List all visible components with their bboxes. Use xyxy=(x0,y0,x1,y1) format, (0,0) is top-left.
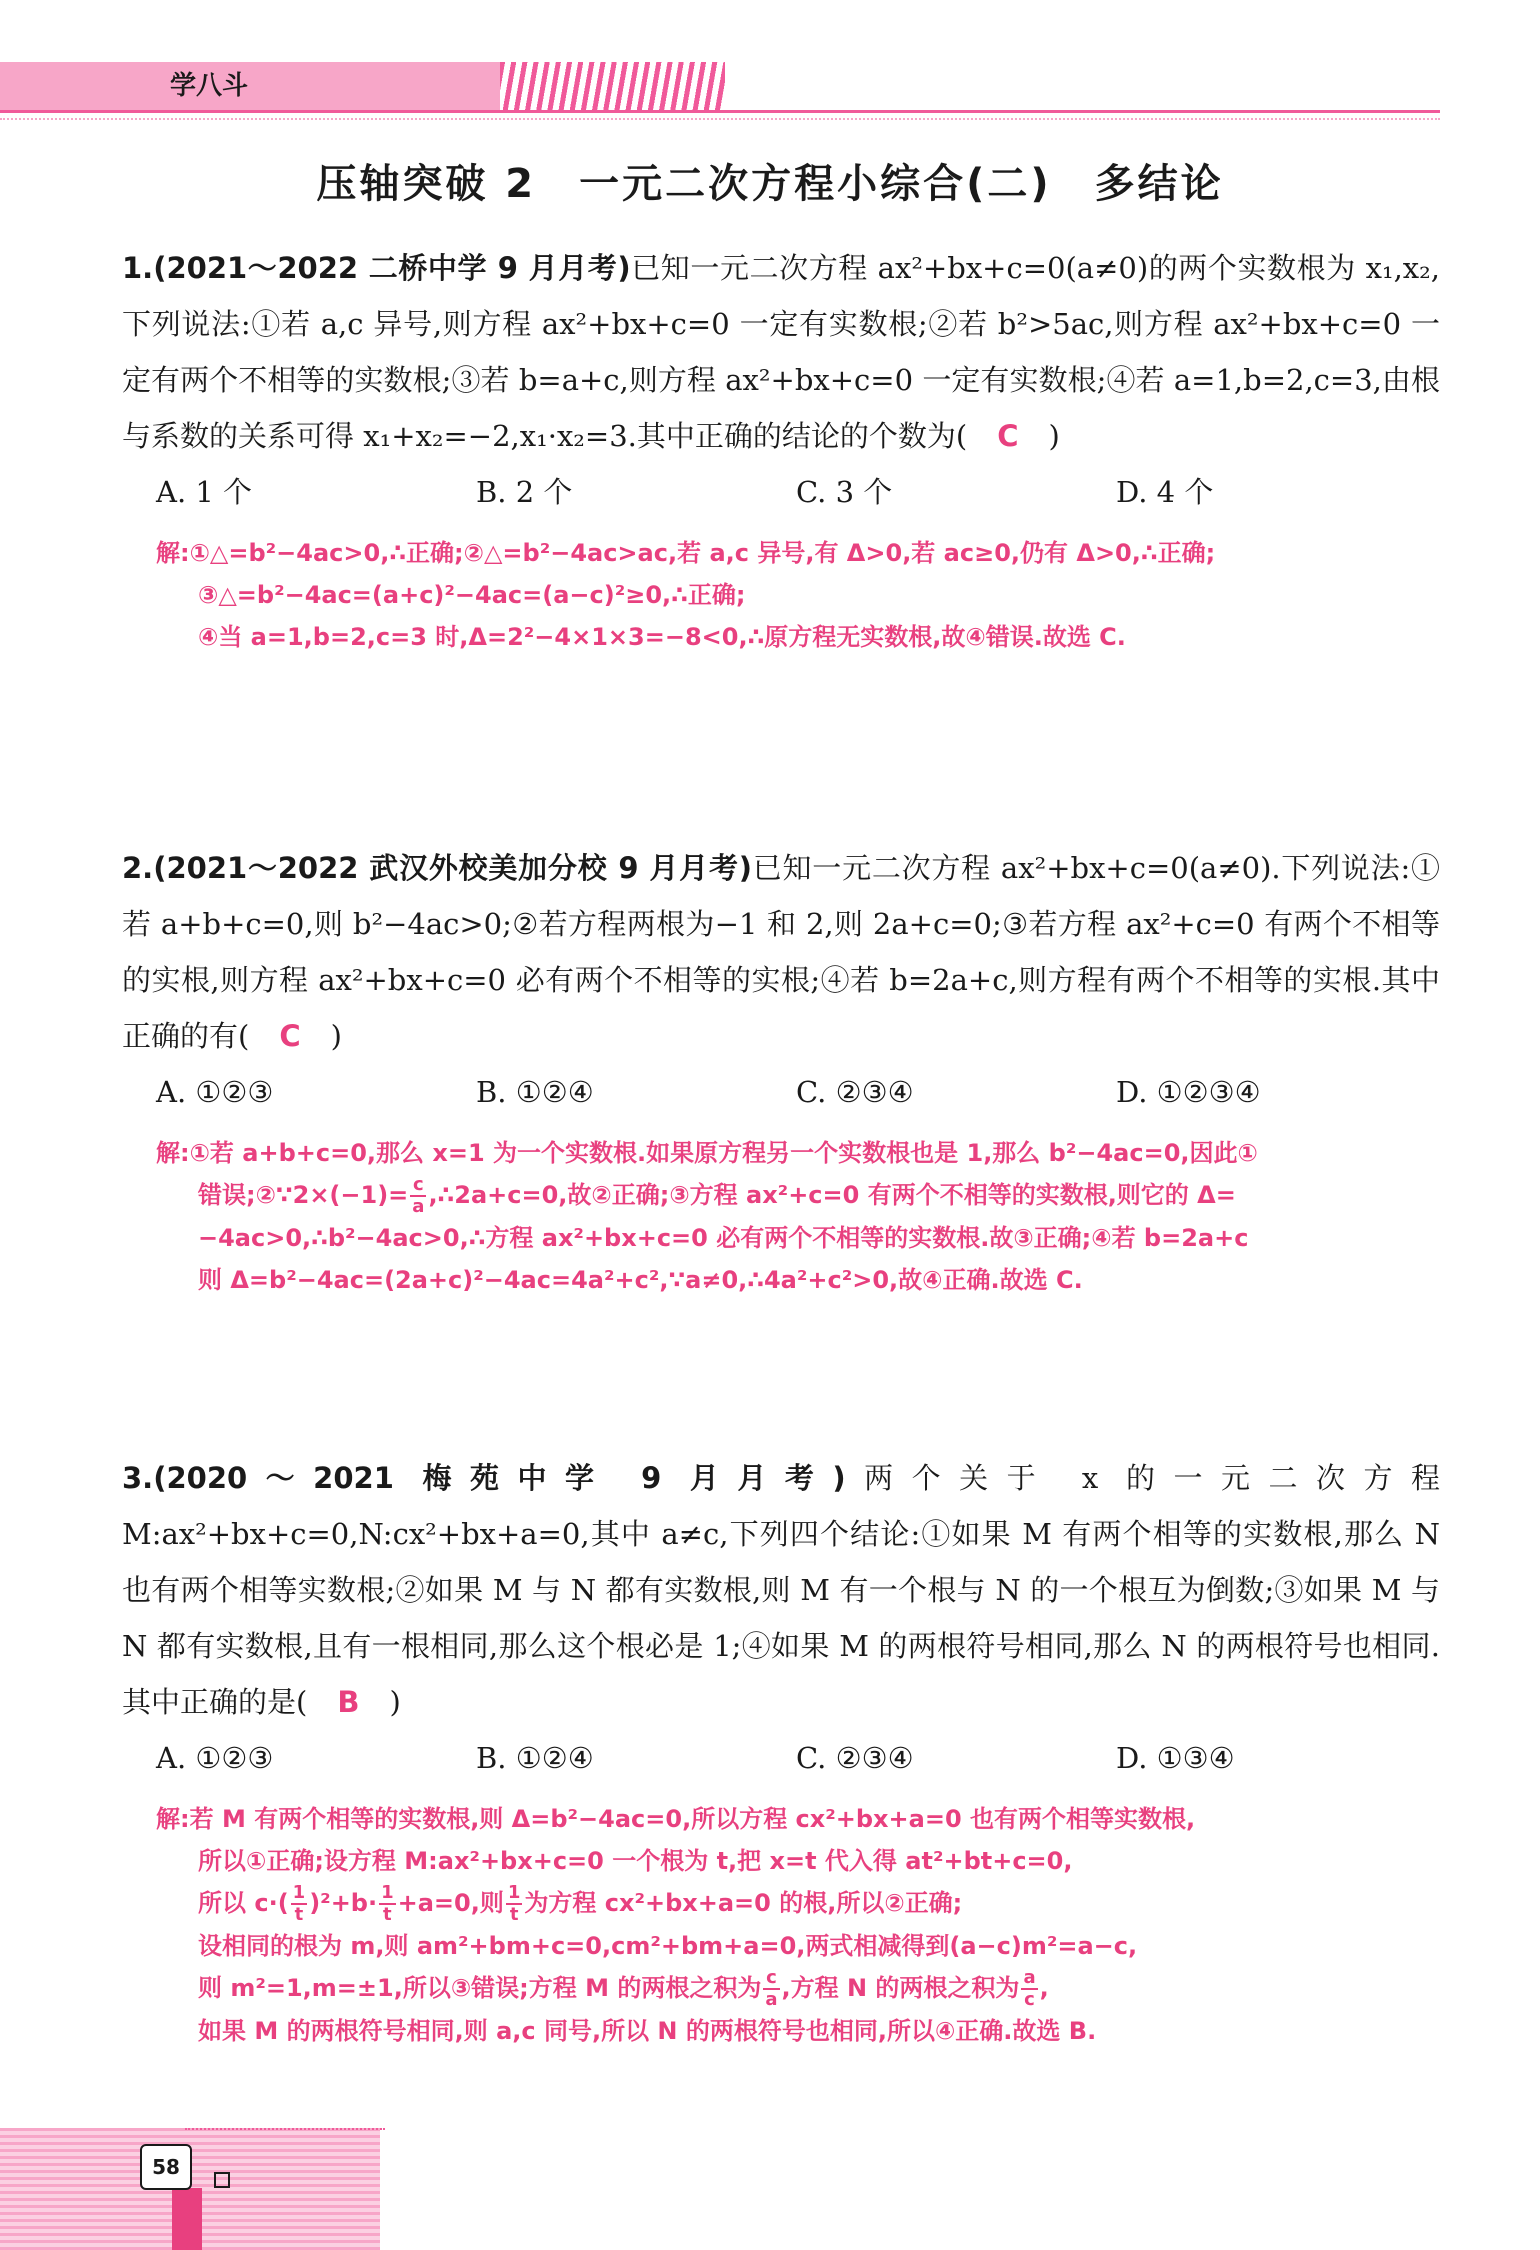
solution-text: , xyxy=(1039,1974,1049,2002)
fraction-denominator: a xyxy=(412,1196,425,1217)
fraction xyxy=(410,1175,426,1217)
option-a: A. ①②③ xyxy=(156,1741,274,1775)
solution-line: 解:若 M 有两个相等的实数根,则 Δ=b²−4ac=0,所以方程 cx²+bx+a=0 也有两个相等实数根, xyxy=(156,1805,1196,1833)
fraction-denominator: t xyxy=(509,1904,519,1925)
header-stripes xyxy=(500,62,725,112)
solution-text: ,方程 N 的两根之积为 xyxy=(781,1974,1020,2002)
solution-line: 所以①正确;设方程 M:ax²+bx+c=0 一个根为 t,把 x=t 代入得 at²+bt+c=0, xyxy=(198,1847,1073,1875)
answer-mark: C xyxy=(997,419,1019,453)
fraction-denominator: t xyxy=(383,1904,392,1925)
option-c: C. ②③④ xyxy=(796,1741,914,1775)
fraction-denominator: t xyxy=(294,1904,304,1925)
fraction-numerator: c xyxy=(410,1175,426,1197)
solution-text: +a=0,则 xyxy=(397,1889,504,1917)
solution-text: +b· xyxy=(330,1889,378,1917)
option-c: C. ②③④ xyxy=(796,1075,914,1109)
question-3 xyxy=(122,1450,1440,2052)
fraction-numerator: c xyxy=(763,1968,779,1990)
option-a: A. ①②③ xyxy=(156,1075,274,1109)
option-d: D. 4 个 xyxy=(1116,475,1214,509)
header-dotted-line xyxy=(0,118,1440,120)
solution-text: ,∴2a+c=0,故②正确;③方程 ax²+c=0 有两个不相等的实数根,则它的 Δ= xyxy=(428,1181,1236,1209)
solution-text: 所以 c· xyxy=(198,1889,278,1917)
fraction xyxy=(506,1883,523,1925)
question-number: 2. xyxy=(122,851,154,885)
superscript: ² xyxy=(320,1889,331,1917)
header-divider xyxy=(0,110,1440,113)
solution-1 xyxy=(122,532,1440,658)
solution-line: 解:①若 a+b+c=0,那么 x=1 为一个实数根.如果原方程另一个实数根也是 1,那么 b²−4ac=0,因此① xyxy=(156,1139,1258,1167)
fraction-numerator: a xyxy=(1023,1967,1036,1988)
fraction xyxy=(379,1883,396,1925)
solution-text: 为方程 cx²+bx+a=0 的根,所以②正确; xyxy=(524,1889,963,1917)
question-text-close: ) xyxy=(1048,419,1060,453)
options-row xyxy=(122,1730,1440,1786)
question-source: (2021～2022 武汉外校美加分校 9 月月考) xyxy=(153,851,752,885)
question-text: 已知一元二次方程 ax²+bx+c=0(a≠0).下列说法:①若 a+b+c=0,则 b²−4ac>0;②若方程两根为−1 和 2,则 2a+c=0;③若方程 ax²+c=0 有两个不相等的实根,则方程 ax²+bx+c=0 必有两个不相等的实根;④若 b=2a+c,则方程有两个不相等的实根.其中正确的有( xyxy=(122,851,1441,1053)
options-row xyxy=(122,1064,1440,1120)
question-2 xyxy=(122,840,1440,1301)
solution-line: ④当 a=1,b=2,c=3 时,Δ=2²−4×1×3=−8<0,∴原方程无实数根,故④错误.故选 C. xyxy=(198,623,1126,651)
solution-line: −4ac>0,∴b²−4ac>0,∴方程 ax²+bx+c=0 必有两个不相等的实数根.故③正确;④若 b=2a+c xyxy=(198,1224,1249,1252)
question-text: 两个关于 x 的一元二次方程 M:ax²+bx+c=0,N:cx²+bx+a=0,其中 a≠c,下列四个结论:①如果 M 有两个相等的实数根,那么 N 也有两个相等实数根;②如果 M 与 N 都有实数根,则 M 有一个根与 N 的一个根互为倒数;③如果 M 与 N 都有实数根,且有一根相同,那么这个根必是 1;④如果 M 的两根符号相同,那么 N 的两根符号也相同.其中正确的是( xyxy=(122,1461,1440,1719)
option-d: D. ①③④ xyxy=(1116,1741,1235,1775)
fraction-denominator: c xyxy=(1024,1989,1035,2010)
page-corner-mark xyxy=(172,2188,202,2250)
page-title: 压轴突破 2 一元二次方程小综合(二) 多结论 xyxy=(316,161,1224,207)
question-3-stem xyxy=(122,1450,1440,1730)
square-icon xyxy=(214,2172,230,2188)
question-number: 1. xyxy=(122,251,154,285)
solution-text: 错误;②∵2×(−1)= xyxy=(198,1181,409,1209)
question-text-close: ) xyxy=(330,1019,342,1053)
options-row xyxy=(122,464,1440,520)
solution-2 xyxy=(122,1132,1440,1301)
option-b: B. ①②④ xyxy=(476,1741,594,1775)
answer-mark: C xyxy=(279,1019,301,1053)
solution-line: 所以 c·( $\frac{1}{t}$ )²+b· $\frac{1}{t}$ +a=0,则 $\frac{1}{t}$ 为方程 cx²+bx+a=0 的根,所以②正确; xyxy=(198,1882,963,1925)
fraction xyxy=(291,1883,308,1925)
question-1 xyxy=(122,240,1440,658)
footer-dotted-line xyxy=(185,2128,385,2130)
solution-line xyxy=(156,1174,1440,1217)
solution-line: ③△=b²−4ac=(a+c)²−4ac=(a−c)²≥0,∴正确; xyxy=(198,581,746,609)
question-number: 3. xyxy=(122,1461,154,1495)
fraction-numerator: 1 xyxy=(507,1882,521,1903)
question-source: (2021～2022 二桥中学 9 月月考) xyxy=(153,251,631,285)
fraction xyxy=(1021,1968,1037,2010)
option-b: B. 2 个 xyxy=(476,475,573,509)
option-c: C. 3 个 xyxy=(796,475,893,509)
answer-mark: B xyxy=(337,1685,360,1719)
solution-line: 解:①△=b²−4ac>0,∴正确;②△=b²−4ac>ac,若 a,c 异号,有 Δ>0,若 ac≥0,仍有 Δ>0,∴正确; xyxy=(156,539,1216,567)
fraction-numerator: 1 xyxy=(292,1882,306,1903)
question-2-stem xyxy=(122,840,1440,1064)
page-number: 58 xyxy=(140,2144,192,2190)
fraction xyxy=(763,1968,779,2010)
question-text-close: ) xyxy=(389,1685,401,1719)
question-source: (2020～2021 梅苑中学 9 月月考) xyxy=(153,1461,846,1495)
solution-line: 设相同的根为 m,则 am²+bm+c=0,cm²+bm+a=0,两式相减得到(a−c)m²=a−c, xyxy=(198,1932,1138,1960)
question-text: 已知一元二次方程 ax²+bx+c=0(a≠0)的两个实数根为 x₁,x₂,下列说法:①若 a,c 异号,则方程 ax²+bx+c=0 一定有实数根;②若 b²>5ac,则方程 ax²+bx+c=0 一定有两个不相等的实数根;③若 b=a+c,则方程 ax²+bx+c=0 一定有实数根;④若 a=1,b=2,c=3,由根与系数的关系可得 x₁+x₂=−2,x₁·x₂=3.其中正确的结论的个数为( xyxy=(122,251,1441,453)
question-1-stem xyxy=(122,240,1440,464)
fraction-denominator: a xyxy=(765,1989,778,2010)
fraction-numerator: 1 xyxy=(381,1882,394,1903)
header-title: 学八斗 xyxy=(170,71,249,101)
option-d: D. ①②③④ xyxy=(1116,1075,1261,1109)
solution-text: 则 m²=1,m=±1,所以③错误;方程 M 的两根之积为 xyxy=(198,1974,762,2002)
solution-line: 如果 M 的两根符号相同,则 a,c 同号,所以 N 的两根符号也相同,所以④正确.故选 B. xyxy=(198,2017,1097,2045)
option-a: A. 1 个 xyxy=(156,475,253,509)
solution-line: 则 Δ=b²−4ac=(2a+c)²−4ac=4a²+c²,∵a≠0,∴4a²+c²>0,故④正确.故选 C. xyxy=(198,1266,1083,1294)
solution-line xyxy=(156,1967,1440,2010)
option-b: B. ①②④ xyxy=(476,1075,594,1109)
solution-3 xyxy=(122,1798,1440,2052)
